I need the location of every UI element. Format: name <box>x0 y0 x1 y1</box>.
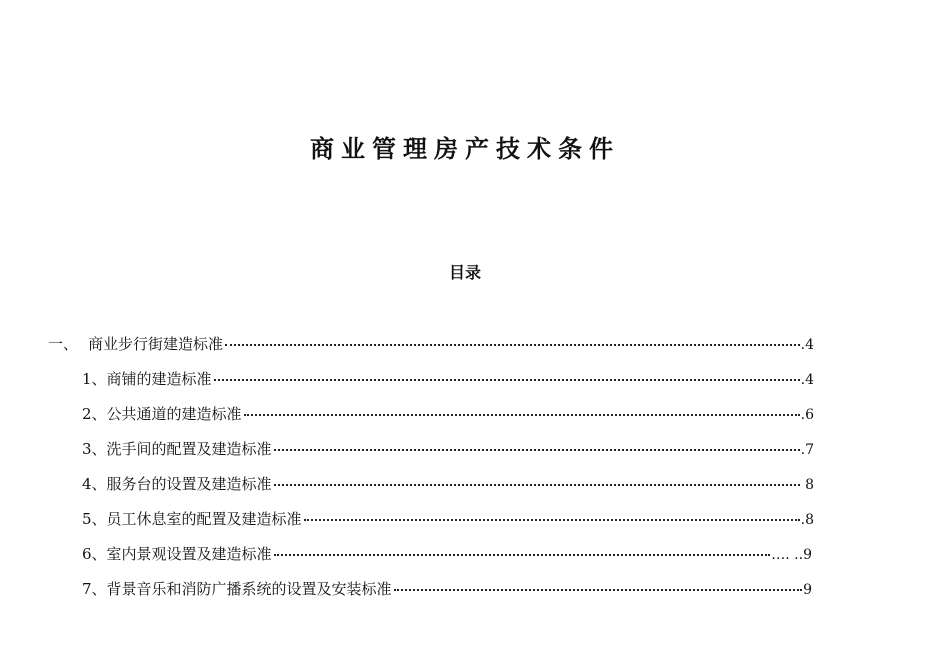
toc-entry-5[interactable] <box>82 508 814 530</box>
toc-entry-page: .7 <box>800 442 814 458</box>
toc-entry-label: 员工休息室的配置及建造标准 <box>106 510 302 528</box>
toc-dot-leader <box>274 476 800 486</box>
toc-dot-leader <box>274 441 800 451</box>
toc-entry-page: 8 <box>800 477 814 493</box>
toc-entry-page: 9 <box>803 582 812 598</box>
toc-dot-leader <box>394 581 803 591</box>
toc-entry-page: .6 <box>800 407 814 423</box>
toc-dot-leader <box>244 406 800 416</box>
toc-entry-label: 公共通道的建造标准 <box>106 405 242 423</box>
toc-entry-label: 洗手间的配置及建造标准 <box>106 440 272 458</box>
toc-dot-leader <box>304 511 800 521</box>
toc-dot-leader <box>274 546 771 556</box>
toc-entry-number: 2、 <box>82 405 107 423</box>
toc-entry-label: 服务台的设置及建造标准 <box>106 475 272 493</box>
toc-entry-1[interactable] <box>82 368 814 390</box>
toc-heading: 目录 <box>448 263 481 282</box>
toc-entry-section-1[interactable] <box>48 333 814 355</box>
toc-entry-7[interactable] <box>82 578 812 600</box>
toc-entry-page: .8 <box>800 512 814 528</box>
toc-entry-number: 4、 <box>82 475 107 493</box>
toc-entry-number: 7、 <box>82 580 107 598</box>
toc-entry-label: 背景音乐和消防广播系统的设置及安装标准 <box>106 580 392 598</box>
toc-dot-leader <box>214 371 800 381</box>
toc-entry-number: 5、 <box>82 510 107 528</box>
toc-entry-label: 室内景观设置及建造标准 <box>106 545 272 563</box>
toc-entry-label: 商业步行街建造标准 <box>88 335 224 353</box>
toc-dot-leader <box>225 336 800 346</box>
document-title: 商业管理房产技术条件 <box>310 135 620 163</box>
toc-entry-2[interactable] <box>82 403 814 425</box>
toc-entry-number: 1、 <box>82 370 107 388</box>
toc-entry-page: .4 <box>800 372 814 388</box>
toc-entry-page: …. ..9 <box>771 547 812 563</box>
toc-entry-number: 一、 <box>48 335 79 353</box>
toc-entry-4[interactable] <box>82 473 814 495</box>
toc-entry-3[interactable] <box>82 438 814 460</box>
toc-entry-number: 6、 <box>82 545 107 563</box>
toc-entry-page: .4 <box>800 337 814 353</box>
toc-entry-6[interactable] <box>82 543 812 565</box>
toc-entry-number: 3、 <box>82 440 107 458</box>
toc-entry-label: 商铺的建造标准 <box>106 370 212 388</box>
